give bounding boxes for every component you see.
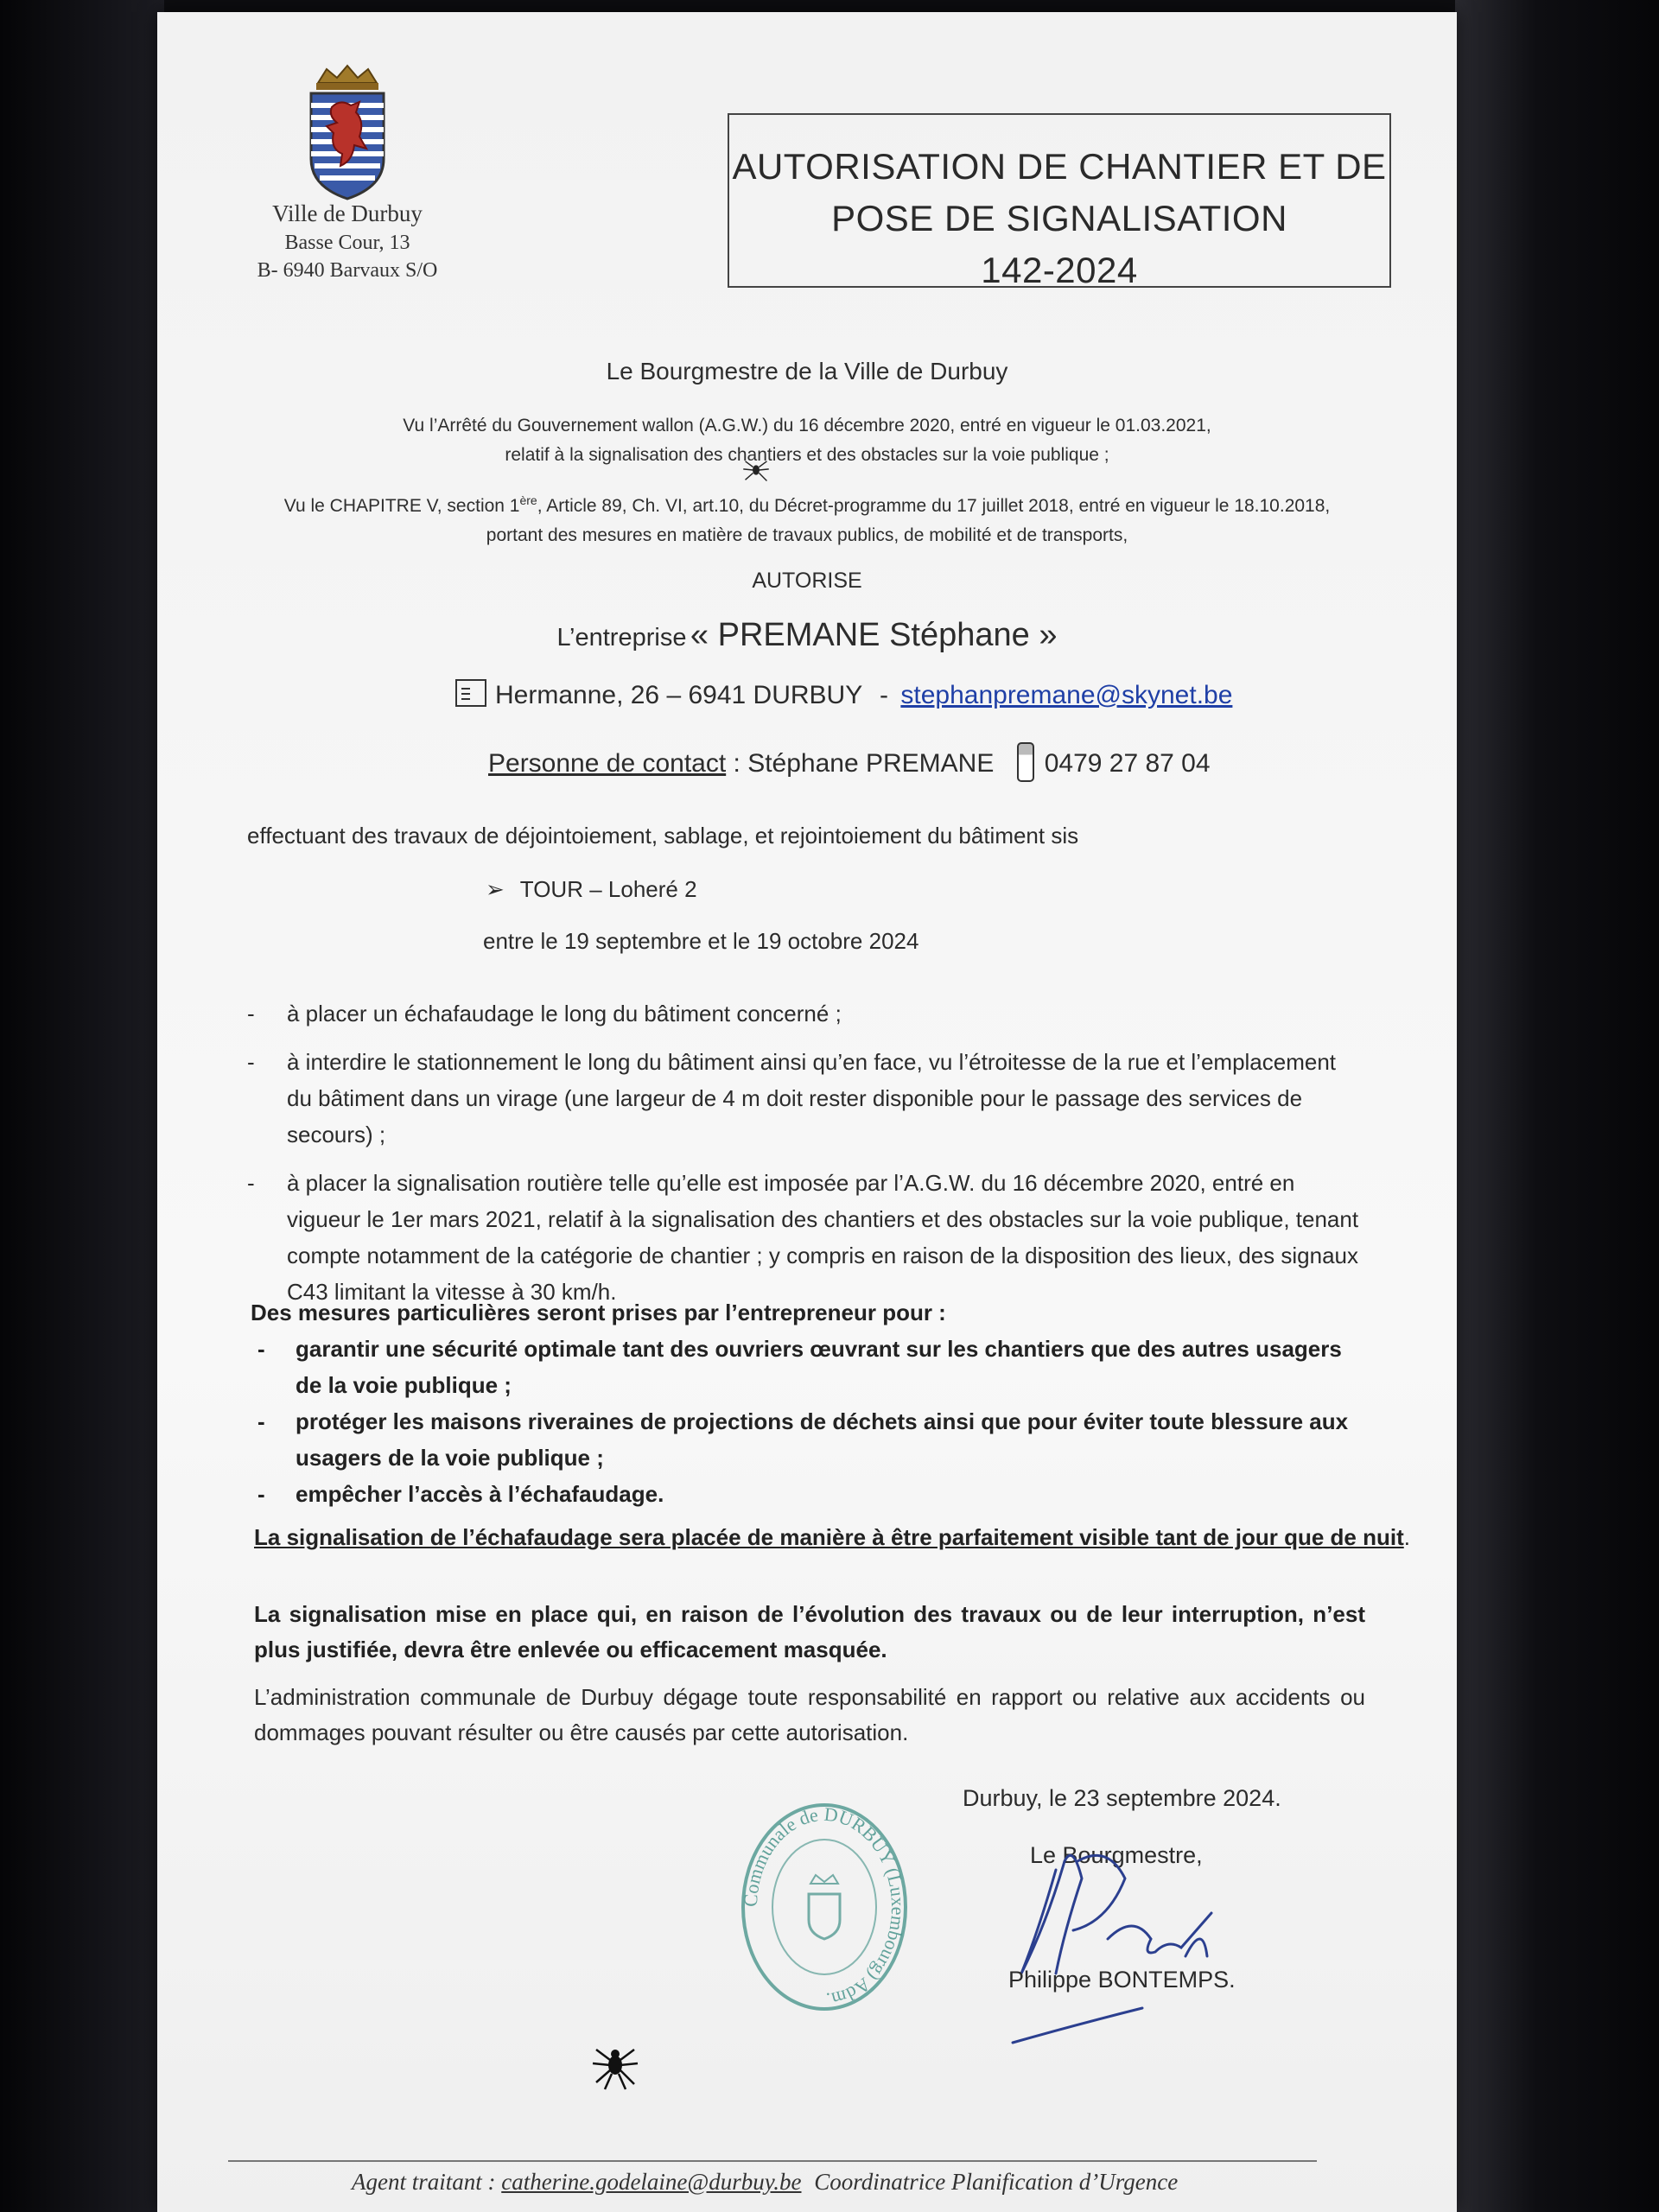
title-line-2: POSE DE SIGNALISATION (831, 198, 1287, 238)
company-address-line (455, 679, 1232, 710)
removal-note: La signalisation mise en place qui, en raison de l’évolution des travaux ou de leur interruption, n’est plus justifiée, devra être enlevée ou efficacement masquée. (254, 1601, 1365, 1662)
municipality-city: B- 6940 Barvaux S/O (257, 259, 438, 282)
works-description: effectuant des travaux de déjointoiement, sablage, et rejointoiement du bâtiment sis (247, 823, 1079, 849)
company-email-link[interactable]: stephanpremane@skynet.be (900, 681, 1233, 709)
signature-role: Le Bourgmestre, (1030, 1842, 1203, 1868)
contact-phone: 0479 27 87 04 (1044, 749, 1211, 778)
letter-icon (455, 679, 486, 707)
contact-line (488, 742, 1211, 782)
document-page (157, 12, 1457, 2212)
measure-item: - empêcher l’accès à l’échafaudage. (251, 1476, 1365, 1512)
works-location (486, 876, 697, 903)
municipality-address (218, 198, 477, 284)
footer-role: Coordinatrice Planification d’Urgence (814, 2169, 1179, 2195)
footer-label: Agent traitant : (352, 2169, 496, 2195)
autorise-heading: AUTORISE (752, 569, 862, 593)
photo-frame-left (0, 0, 164, 2212)
signature-place-date: Durbuy, le 23 septembre 2024. (963, 1785, 1281, 1811)
liability-note: L’administration communale de Durbuy dégage toute responsabilité en rapport ou relative aux accidents ou dommages pouvant résulter ou être causés par cette autorisation. (254, 1684, 1365, 1745)
conditions-list (247, 995, 1362, 1322)
footer-agent (352, 2169, 1178, 2196)
visibility-note-text: La signalisation de l’échafaudage sera placée de manière à être parfaitement visible tant de jour que de nuit (254, 1524, 1404, 1550)
special-measures (251, 1294, 1365, 1512)
arrow-bullet-icon: ➢ (486, 876, 505, 902)
title-line-1: AUTORISATION DE CHANTIER ET DE (732, 146, 1387, 187)
legal-basis-decree-line1 (157, 486, 1457, 521)
legal-basis-agw-line1: Vu l’Arrêté du Gouvernement wallon (A.G.W.) du 16 décembre 2020, entré en vigueur le 01.03.2021, (403, 416, 1211, 435)
document-title-box (728, 113, 1391, 288)
municipal-stamp (738, 1799, 911, 2015)
legal-basis-decree-line2: portant des mesures en matière de travaux publics, de mobilité et de transports, (486, 525, 1128, 545)
special-measures-heading: Des mesures particulières seront prises par l’entrepreneur pour : (251, 1300, 946, 1325)
condition-item: - à placer la signalisation routière telle qu’elle est imposée par l’A.G.W. du 16 décembre 2020, entré en vigueur le 1er mars 2021, relatif à la signalisation des chantiers et des obstacles sur la voie publique, tenant compte notamment de la catégorie de chantier ; y compris en raison de la disposition des lieux, des signaux C43 limitant la vitesse à 30 km/h. (247, 1165, 1362, 1310)
works-location-text: TOUR – Loheré 2 (519, 876, 697, 902)
footer-email-link[interactable]: catherine.godelaine@durbuy.be (501, 2169, 802, 2195)
title-number: 142-2024 (981, 250, 1138, 290)
contact-label: Personne de contact (488, 749, 727, 778)
works-period: entre le 19 septembre et le 19 octobre 2024 (483, 928, 919, 954)
spider-icon (589, 2039, 641, 2091)
signatory-name: Philippe BONTEMPS. (1008, 1967, 1236, 1993)
municipality-street: Basse Cour, 13 (284, 232, 410, 254)
measure-item: - garantir une sécurité optimale tant des ouvriers œuvrant sur les chantiers que des autres usagers de la voie publique ; (251, 1331, 1365, 1403)
legal-basis-agw (157, 411, 1457, 470)
photo-frame-right (1455, 0, 1659, 2212)
decree-part-a: Vu le CHAPITRE V, section 1 (283, 496, 520, 516)
spider-icon (741, 453, 771, 487)
address-separator: - (880, 681, 889, 709)
phone-icon (1017, 742, 1034, 782)
footer-divider (228, 2160, 1317, 2162)
company-prefix: L’entreprise (556, 624, 687, 652)
svg-text:Communale de DURBUY (Luxembour: Communale de DURBUY (Luxembourg) Adm. (739, 1802, 910, 2011)
decree-part-b: , Article 89, Ch. VI, art.10, du Décret-programme du 17 juillet 2018, entré en vigueur le 18.10.2018, (537, 496, 1331, 516)
condition-item: - à interdire le stationnement le long du bâtiment ainsi qu’en face, vu l’étroitesse de la rue et l’emplacement du bâtiment dans un virage (une largeur de 4 m doit rester disponible pour le passage des services de secours) ; (247, 1044, 1362, 1153)
contact-name: : Stéphane PREMANE (733, 749, 995, 778)
legal-basis-decree (157, 486, 1457, 550)
decree-superscript: ère (519, 493, 537, 507)
legal-basis-agw-line2: relatif à la signalisation des chantiers et des obstacles sur la voie publique ; (505, 445, 1109, 465)
measure-item: - protéger les maisons riveraines de projections de déchets ainsi que pour éviter toute blessure aux usagers de la voie publique ; (251, 1403, 1365, 1476)
company-name: « PREMANE Stéphane » (690, 617, 1058, 653)
condition-item: - à placer un échafaudage le long du bâtiment concerné ; (247, 995, 1362, 1032)
authority-heading: Le Bourgmestre de la Ville de Durbuy (606, 358, 1008, 385)
municipality-name: Ville de Durbuy (272, 200, 423, 226)
durbuy-crest-icon (302, 64, 392, 211)
company-line (157, 617, 1457, 654)
handwritten-signature (1004, 1827, 1263, 2051)
visibility-note-end: . (1403, 1524, 1410, 1550)
visibility-note (254, 1524, 1410, 1551)
company-address: Hermanne, 26 – 6941 DURBUY (495, 681, 862, 709)
